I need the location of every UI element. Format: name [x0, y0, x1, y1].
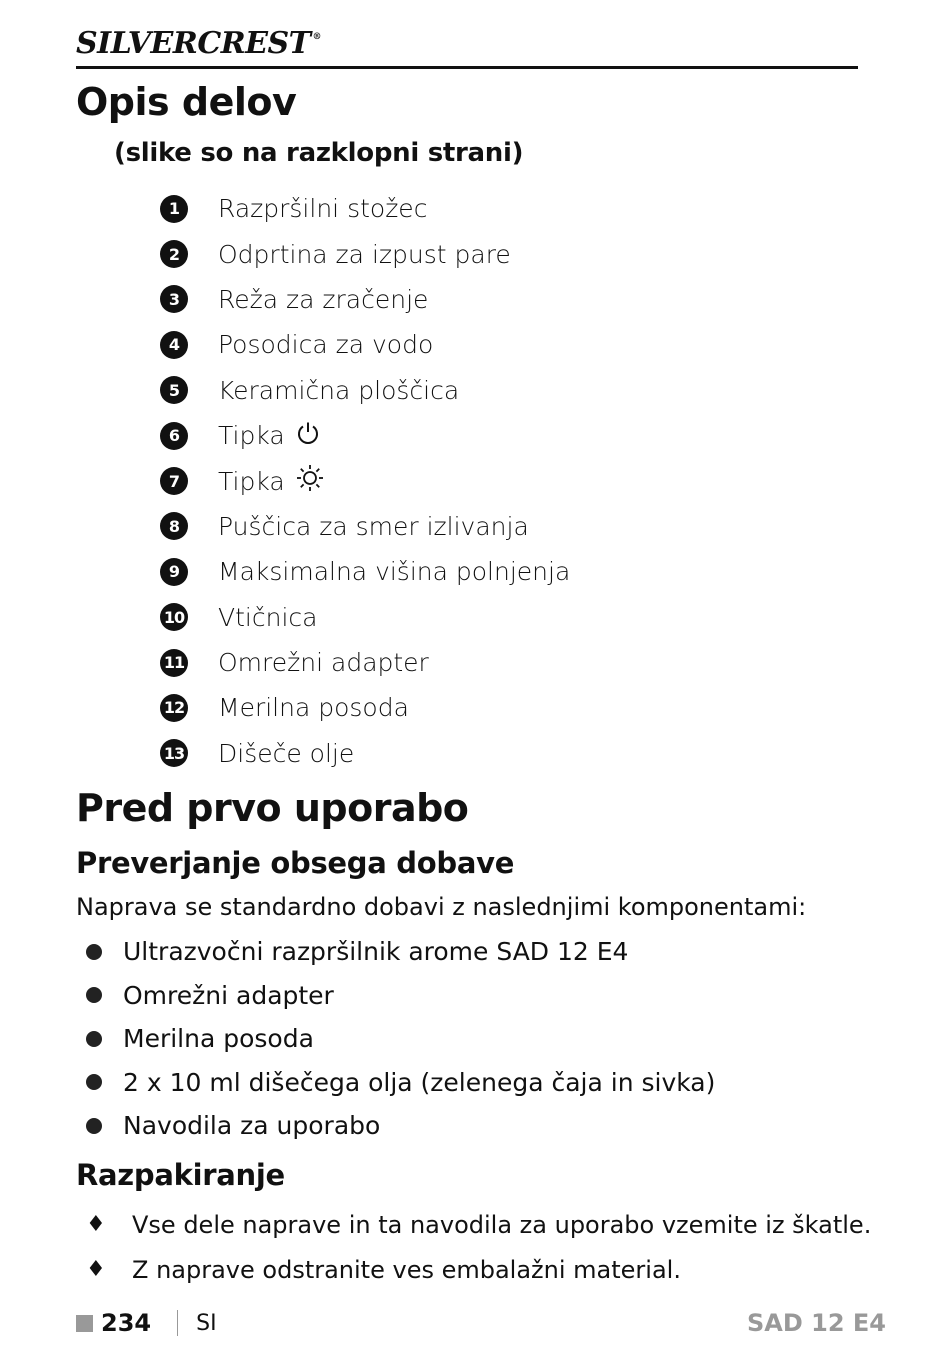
page-marker-icon [76, 1315, 93, 1332]
list-item [86, 974, 715, 1018]
part-label: Merilna posoda [218, 693, 409, 723]
part-number-badge: 10 [160, 603, 188, 631]
delivery-list [86, 930, 715, 1148]
section-title-first-use: Pred prvo uporabo [76, 786, 469, 830]
step-item [86, 1202, 871, 1247]
part-item [160, 231, 570, 276]
part-label: Dišeče olje [218, 738, 355, 768]
part-item [160, 549, 570, 594]
heading-delivery-check: Preverjanje obsega dobave [76, 846, 515, 880]
part-item [160, 595, 570, 640]
part-label: Omrežni adapter [218, 648, 429, 678]
parts-list [160, 186, 570, 776]
list-item-text: Navodila za uporabo [123, 1111, 381, 1141]
page-number: 234 [101, 1309, 152, 1337]
part-item [160, 640, 570, 685]
header-rule [76, 66, 858, 69]
part-item [160, 368, 570, 413]
step-text: Z naprave odstranite ves embalažni material. [132, 1255, 681, 1284]
bullet-icon [86, 944, 102, 960]
part-item [160, 413, 570, 458]
diamond-bullet-icon: ♦ [86, 1212, 106, 1237]
list-item [86, 1061, 715, 1105]
part-label: Puščica za smer izlivanja [218, 511, 529, 541]
part-item [160, 458, 570, 503]
delivery-intro: Naprava se standardno dobavi z naslednjimi komponentami: [76, 893, 807, 921]
part-number-badge: 12 [160, 694, 188, 722]
part-number-badge: 4 [160, 331, 188, 359]
part-label: Posodica za vodo [218, 330, 434, 360]
list-item-text: Merilna posoda [123, 1024, 314, 1054]
step-text: Vse dele naprave in ta navodila za uporabo vzemite iz škatle. [132, 1210, 872, 1239]
part-number-badge: 8 [160, 512, 188, 540]
part-number-badge: 9 [160, 558, 188, 586]
part-label: Maksimalna višina polnjenja [218, 557, 571, 587]
part-label: Tipka [218, 421, 285, 451]
list-item [86, 1017, 715, 1061]
part-number-badge: 6 [160, 422, 188, 450]
list-item-text: Omrežni adapter [123, 980, 334, 1010]
power-icon [295, 420, 321, 452]
part-item [160, 731, 570, 776]
part-number-badge: 2 [160, 240, 188, 268]
part-number-badge: 13 [160, 739, 188, 767]
part-label: Razpršilni stožec [218, 194, 428, 224]
bullet-icon [86, 1074, 102, 1090]
part-number-badge: 5 [160, 376, 188, 404]
section-title-parts: Opis delov [76, 80, 297, 124]
part-number-badge: 7 [160, 467, 188, 495]
part-item [160, 277, 570, 322]
part-label: Keramična ploščica [218, 375, 460, 405]
bullet-icon [86, 1118, 102, 1134]
part-item [160, 504, 570, 549]
sun-icon [295, 463, 325, 499]
part-number-badge: 11 [160, 649, 188, 677]
part-number-badge: 3 [160, 285, 188, 313]
part-label: Odprtina za izpust pare [218, 239, 511, 269]
page-footer [76, 1306, 886, 1340]
list-item [86, 930, 715, 974]
brand-logo: SILVERCREST ® [76, 26, 321, 61]
part-number-badge: 1 [160, 195, 188, 223]
list-item-text: 2 x 10 ml dišečega olja (zelenega čaja in sivka) [123, 1067, 716, 1097]
part-label: Vtičnica [218, 602, 318, 632]
unpacking-steps [86, 1202, 871, 1292]
section-subtitle: (slike so na razklopni strani) [114, 138, 524, 168]
part-item [160, 186, 570, 231]
heading-unpacking: Razpakiranje [76, 1158, 285, 1192]
model-name: SAD 12 E4 [747, 1309, 886, 1337]
part-item [160, 322, 570, 367]
part-label: Tipka [218, 466, 285, 496]
bullet-icon [86, 1031, 102, 1047]
language-code: SI [196, 1310, 217, 1336]
bullet-icon [86, 987, 102, 1003]
diamond-bullet-icon: ♦ [86, 1257, 106, 1282]
part-label: Reža za zračenje [218, 284, 429, 314]
step-item [86, 1247, 871, 1292]
footer-divider [177, 1310, 178, 1336]
part-item [160, 685, 570, 730]
list-item [86, 1104, 715, 1148]
list-item-text: Ultrazvočni razpršilnik arome SAD 12 E4 [123, 937, 629, 967]
